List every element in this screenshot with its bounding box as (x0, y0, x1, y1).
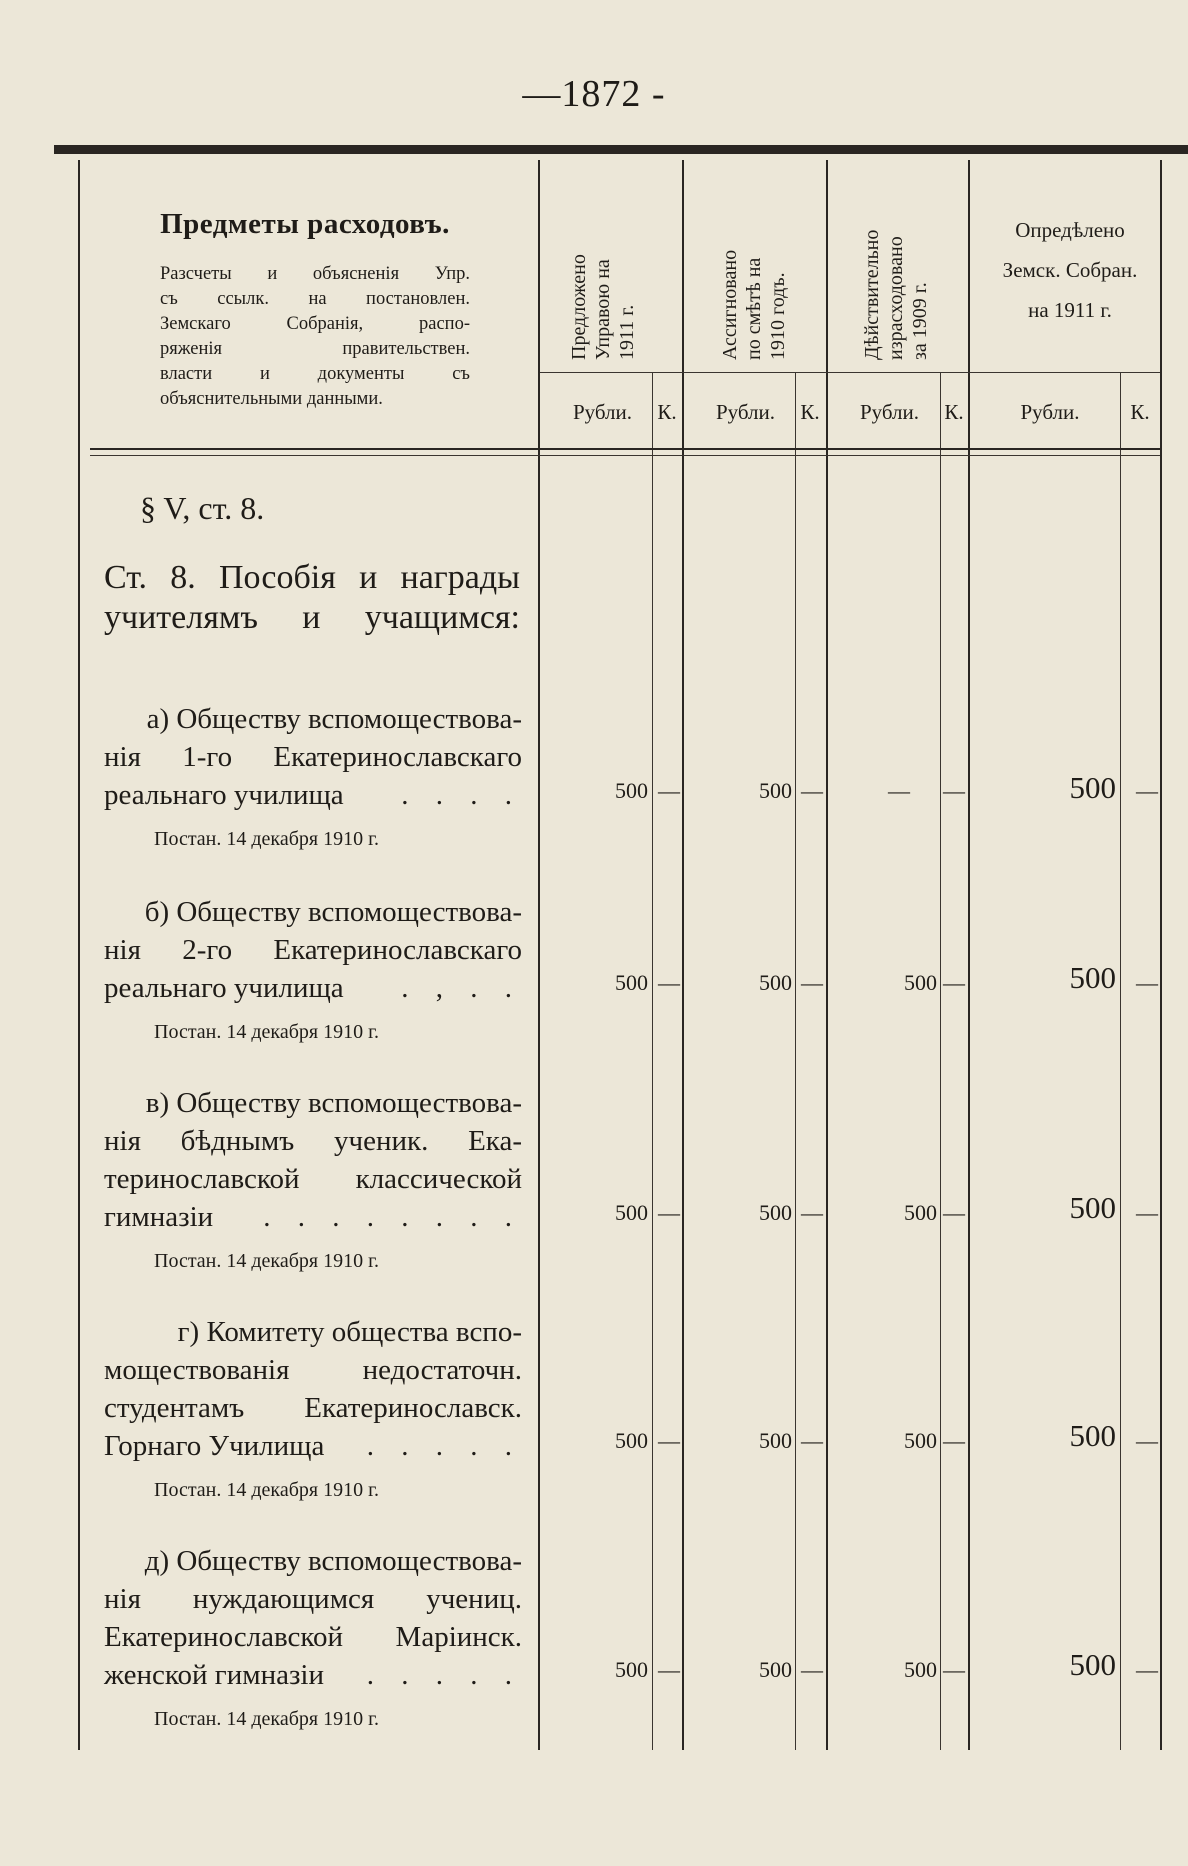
list-item (104, 700, 522, 814)
leader-dots: . . . . . . . . (263, 1201, 522, 1233)
column-header-spent: Дѣйствительно израсходовано за 1909 г. (861, 229, 931, 360)
subtitle-line: объяснительными данными. (160, 389, 383, 409)
defined-rubles: 500 (1069, 960, 1116, 995)
unit-kopecks: К. (944, 400, 964, 424)
item-text: реальнаго училища (104, 779, 344, 811)
leader-dots: . , . . (401, 972, 522, 1004)
unit-kopecks: К. (1130, 400, 1150, 424)
page-number: —1872 - (522, 73, 666, 115)
leader-dots: . . . . . (366, 1430, 522, 1462)
unit-kopecks: К. (800, 400, 820, 424)
spent-kopecks: — (943, 970, 965, 995)
defined-rubles: 500 (1069, 770, 1116, 805)
column-header-defined (970, 210, 1170, 330)
assigned-kopecks: — (801, 1428, 823, 1453)
item-line: б) Обществу вспомоществова- (144, 896, 522, 928)
spent-rubles: 500 (904, 970, 937, 995)
item-line-last (104, 1198, 522, 1236)
defined-rubles: 500 (1069, 1190, 1116, 1225)
assigned-kopecks: — (801, 970, 823, 995)
proposed-kopecks: — (658, 970, 680, 995)
defined-kopecks: — (1136, 1428, 1158, 1453)
item-text: реальнаго училища (104, 972, 344, 1004)
resolution-note: Постан. 14 декабря 1910 г. (154, 1021, 380, 1043)
item-line-last (104, 776, 522, 814)
spent-kopecks: — (943, 1657, 965, 1682)
list-item (104, 893, 522, 1007)
item-text: Горнаго Училища (104, 1430, 325, 1462)
item-text: женской гимназіи (104, 1659, 324, 1691)
item-line-last (104, 1656, 522, 1694)
unit-rubles: Рубли. (572, 400, 633, 424)
spent-rubles: 500 (904, 1428, 937, 1453)
spent-kopecks: — (943, 1428, 965, 1453)
subtitle-line: Разсчеты и объясненія Упр. (160, 264, 470, 284)
item-line: д) Обществу вспомоществова- (144, 1545, 522, 1577)
unit-rubles: Рубли. (1020, 400, 1080, 424)
assigned-rubles: 500 (759, 1657, 792, 1682)
item-line: нія нуждающимся учениц. (104, 1583, 522, 1615)
leader-dots: . . . . . (366, 1659, 522, 1691)
item-line: Екатеринославской Маріинск. (104, 1621, 522, 1653)
item-line: нія 2-го Екатеринославскаго (104, 934, 522, 966)
item-line-last (104, 969, 522, 1007)
proposed-kopecks: — (658, 1657, 680, 1682)
proposed-rubles: 500 (615, 1428, 648, 1453)
proposed-rubles: 500 (615, 1657, 648, 1682)
defined-rubles: 500 (1069, 1418, 1116, 1453)
column-header-subtitle (160, 262, 470, 412)
item-line: в) Обществу вспомоществова- (145, 1087, 522, 1119)
list-item (104, 1313, 522, 1465)
item-line-last (104, 1427, 522, 1465)
article-line: учителямъ и учащимся: (104, 599, 520, 636)
item-text: гимназіи (104, 1201, 214, 1233)
assigned-kopecks: — (801, 778, 823, 803)
resolution-note: Постан. 14 декабря 1910 г. (154, 1250, 380, 1272)
item-line: г) Комитету общества вспо- (177, 1316, 522, 1348)
unit-kopecks: К. (657, 400, 677, 424)
proposed-kopecks: — (658, 778, 680, 803)
item-line: мoществованія недостаточн. (104, 1354, 522, 1386)
defined-kopecks: — (1136, 970, 1158, 995)
column-header-title: Предметы расходовъ. (160, 208, 450, 240)
proposed-kopecks: — (658, 1200, 680, 1225)
defined-line: на 1911 г. (1028, 298, 1112, 322)
unit-rubles: Рубли. (859, 400, 920, 424)
defined-line: Опредѣлено (1015, 218, 1125, 242)
spent-kopecks: — (943, 778, 965, 803)
article-heading (104, 558, 520, 638)
defined-rubles: 500 (1069, 1647, 1116, 1682)
assigned-kopecks: — (801, 1200, 823, 1225)
defined-kopecks: — (1136, 778, 1158, 803)
assigned-kopecks: — (801, 1657, 823, 1682)
assigned-rubles: 500 (759, 778, 792, 803)
spent-kopecks: — (943, 1200, 965, 1225)
spent-rubles: — (888, 778, 910, 803)
subtitle-line: власти и документы съ (160, 364, 470, 384)
item-line: нія 1-го Екатеринославскаго (104, 741, 522, 773)
resolution-note: Постан. 14 декабря 1910 г. (154, 828, 380, 850)
leader-dots: . . . . (401, 779, 522, 811)
defined-line: Земск. Собран. (1002, 258, 1138, 282)
assigned-rubles: 500 (759, 970, 792, 995)
item-line: а) Обществу вспомоществова- (146, 703, 522, 735)
top-rule (54, 145, 1188, 154)
item-line: нія бѣднымъ ученик. Ека- (104, 1125, 522, 1157)
column-header-assigned: Ассигновано по смѣтѣ на 1910 годъ. (719, 249, 789, 360)
proposed-rubles: 500 (615, 1200, 648, 1225)
item-line: теринославской классической (104, 1163, 522, 1195)
defined-kopecks: — (1136, 1657, 1158, 1682)
subtitle-line: съ ссылк. на постановлен. (160, 289, 470, 309)
proposed-rubles: 500 (615, 778, 648, 803)
column-header-proposed: Предложено Управою на 1911 г. (568, 254, 638, 360)
resolution-note: Постан. 14 декабря 1910 г. (154, 1708, 380, 1730)
assigned-rubles: 500 (759, 1428, 792, 1453)
proposed-kopecks: — (658, 1428, 680, 1453)
list-item (104, 1542, 522, 1694)
list-item (104, 1084, 522, 1236)
item-line: студентамъ Екатеринославск. (104, 1392, 522, 1424)
spent-rubles: 500 (904, 1657, 937, 1682)
assigned-rubles: 500 (759, 1200, 792, 1225)
subtitle-line: ряженія правительствен. (160, 339, 470, 359)
section-heading: § V, ст. 8. (140, 490, 265, 526)
unit-rubles: Рубли. (715, 400, 776, 424)
proposed-rubles: 500 (615, 970, 648, 995)
defined-kopecks: — (1136, 1200, 1158, 1225)
article-line: Ст. 8. Пособія и награды (104, 559, 520, 596)
spent-rubles: 500 (904, 1200, 937, 1225)
subtitle-line: Земскаго Собранія, распо- (160, 314, 470, 334)
resolution-note: Постан. 14 декабря 1910 г. (154, 1479, 380, 1501)
